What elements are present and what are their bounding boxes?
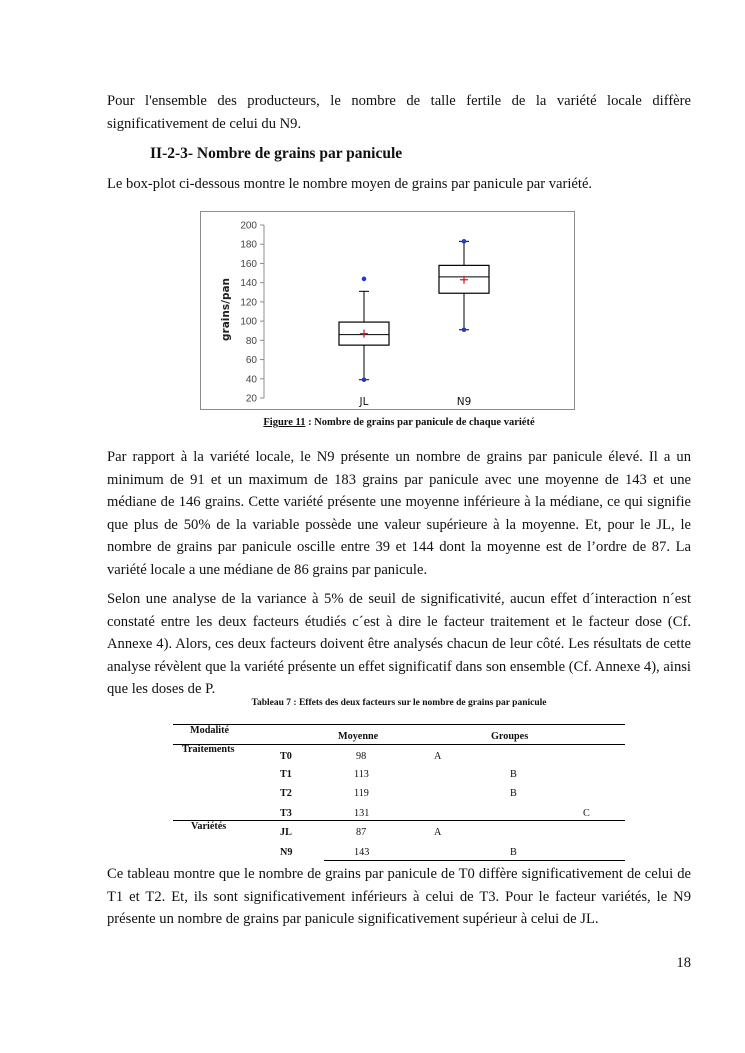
row-group: A [434, 827, 442, 838]
outlier-marker [362, 277, 367, 282]
row-group: C [583, 808, 590, 819]
row-value: 98 [356, 751, 367, 762]
table-header-rule [173, 744, 625, 745]
row-label: N9 [280, 847, 293, 858]
header-modalite: Modalité [190, 725, 230, 736]
min-marker [362, 377, 367, 382]
y-axis-title: grains/pan [220, 277, 232, 342]
y-tick-label: 20 [245, 393, 257, 405]
y-tick-label: 120 [240, 297, 257, 309]
group-varietes: Variétés [191, 821, 227, 832]
row-value: 113 [354, 769, 369, 780]
group-traitements: Traitements [182, 744, 235, 755]
y-tick-label: 180 [240, 239, 257, 251]
row-group: B [510, 847, 517, 858]
section-title: II-2-3- Nombre de grains par panicule [150, 145, 403, 162]
row-value: 143 [354, 847, 370, 858]
figure-caption-text: : Nombre de grains par panicule de chaque variété [305, 417, 535, 428]
row-label: T0 [280, 751, 292, 762]
x-category-label: JL [359, 396, 369, 408]
row-label: T3 [280, 808, 292, 819]
row-group: B [510, 788, 517, 799]
paragraph-conclusion: Ce tableau montre que le nombre de grains par panicule de T0 diffère significativement de celui de T1 et T2. Et, ils sont significativement inférieurs à celui de T3. Pour le facteur variétés, le N9 présente un nombre de grains par panicule significativement supérieur à celui de JL. [107, 866, 691, 928]
row-group: A [434, 751, 442, 762]
row-label: JL [280, 827, 292, 838]
paragraph-analysis: Par rapport à la variété locale, le N9 présente un nombre de grains par panicule élevé. Il a un minimum de 91 et un maximum de 183 grains par panicule avec une moyenne de 143 et une médiane de 146 grains. Cette variété présente une moyenne inférieure à la médiane, ce qui signifie que plus de 50% de la variable possède une valeur supérieure à la moyenne. Et, pour le JL, le nombre de grains par panicule oscille entre 39 et 144 dont la moyenne est de l’ordre de 87. La variété locale a une médiane de 86 grains par panicule. [107, 449, 691, 578]
row-value: 119 [354, 788, 369, 799]
row-value: 131 [354, 808, 370, 819]
min-marker [462, 327, 467, 332]
paragraph-intro: Pour l'ensemble des producteurs, le nombre de talle fertile de la variété locale diffère significativement de celui du N9. [107, 93, 691, 132]
figure-caption [107, 417, 691, 428]
row-label: T1 [280, 769, 292, 780]
y-tick-label: 60 [245, 355, 257, 367]
paragraph-lead: Le box-plot ci-dessous montre le nombre moyen de grains par panicule par variété. [107, 176, 593, 192]
boxplot-chart [201, 212, 574, 409]
y-tick-label: 40 [245, 374, 257, 386]
boxplot-figure [200, 211, 575, 410]
x-category-label: N9 [456, 396, 472, 408]
y-tick-label: 100 [240, 316, 257, 328]
table-bottom-rule [324, 860, 625, 861]
table-group-rule [173, 820, 625, 821]
table-caption: Tableau 7 : Effets des deux facteurs sur le nombre de grains par panicule [251, 698, 547, 708]
y-tick-label: 80 [245, 335, 257, 347]
figure-label: Figure 11 [263, 417, 306, 428]
y-tick-label: 140 [240, 278, 257, 290]
max-marker [462, 239, 467, 244]
paragraph-anova: Selon une analyse de la variance à 5% de seuil de significativité, aucun effet d´interaction n´est constaté entre les deux facteurs étudiés c´est à dire le facteur traitement et le facteur dose (Cf. Annexe 4). Alors, ces deux facteurs doivent être analysés chacun de leur côté. Les résultats de cette analyse révèlent que la variété présente un effet significatif dans son ensemble (Cf. Annexe 4), ainsi que les doses de P. [107, 591, 691, 698]
row-value: 87 [356, 827, 367, 838]
y-tick-label: 160 [240, 258, 257, 270]
header-groupes: Groupes [491, 731, 529, 742]
header-moyenne: Moyenne [338, 731, 379, 742]
y-tick-label: 200 [240, 220, 257, 232]
page-number: 18 [676, 955, 691, 971]
row-group: B [510, 769, 517, 780]
table-top-rule [173, 724, 625, 725]
row-label: T2 [280, 788, 292, 799]
